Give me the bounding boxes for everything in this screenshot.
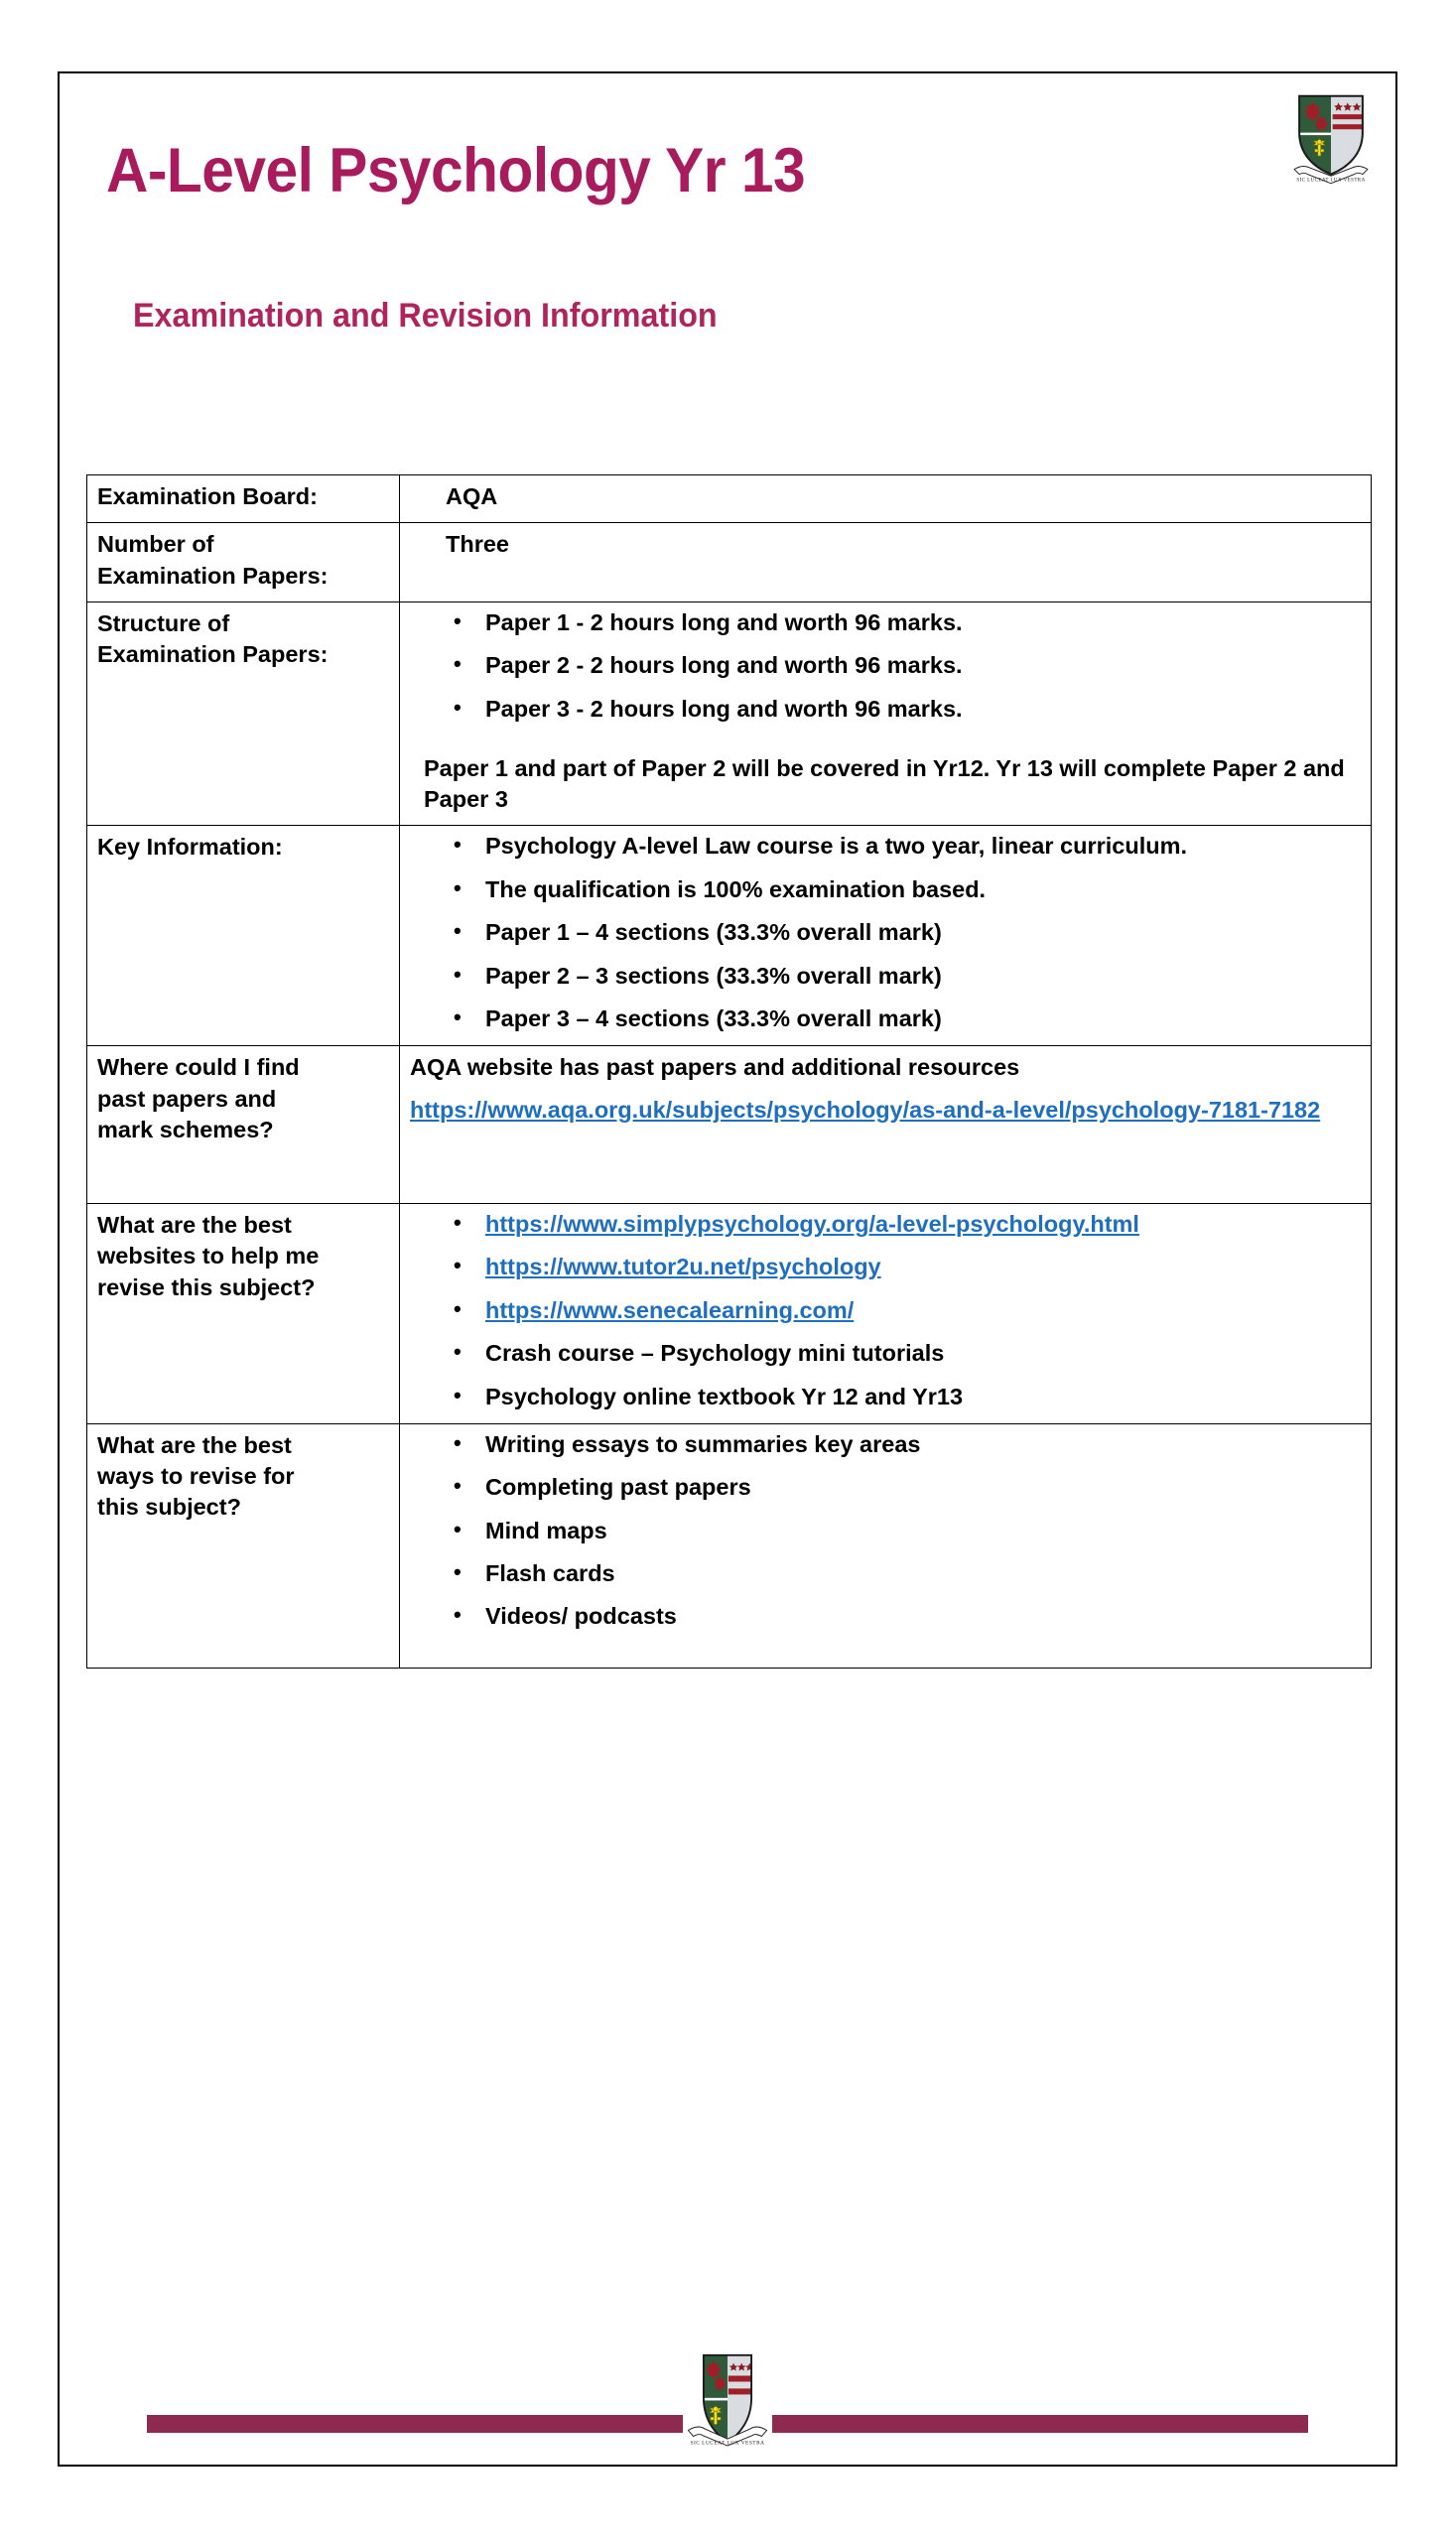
label-line: Number of bbox=[97, 531, 214, 558]
list-item: • Crash course – Psychology mini tutorials bbox=[485, 1339, 1363, 1368]
footer-bar-right bbox=[772, 2415, 1308, 2433]
exam-information-table bbox=[86, 474, 1372, 1669]
label-line: What are the best bbox=[97, 1212, 292, 1238]
bullet-list bbox=[424, 1210, 1363, 1411]
row-value-past-papers bbox=[400, 1046, 1372, 1204]
row-label-structure-of-papers bbox=[87, 602, 400, 826]
row-label-key-information bbox=[87, 826, 400, 1046]
list-item bbox=[485, 1210, 1363, 1239]
bullet-list bbox=[424, 832, 1363, 1033]
list-item: • Writing essays to summaries key areas bbox=[485, 1430, 1363, 1459]
svg-text:SIC LUCEAT LUX VESTRA: SIC LUCEAT LUX VESTRA bbox=[1296, 178, 1366, 184]
footer-school-crest-icon bbox=[685, 2348, 770, 2458]
aqa-past-papers-link[interactable]: https://www.aqa.org.uk/subjects/psychology/as-and-a-level/psychology-7181-7182 bbox=[410, 1096, 1321, 1123]
motto-text: SIC LUCEAT LUX VESTRA bbox=[690, 2440, 765, 2447]
tutor2u-link[interactable]: https://www.tutor2u.net/psychology bbox=[485, 1254, 881, 1280]
aqa-resources-text: AQA website has past papers and additional resources bbox=[410, 1054, 1020, 1081]
label-line: Examination Board: bbox=[97, 483, 318, 509]
page-title: A-Level Psychology Yr 13 bbox=[106, 136, 806, 205]
bullet-list bbox=[424, 1430, 1363, 1632]
label-line: ways to revise for bbox=[97, 1463, 295, 1490]
row-label-number-of-papers bbox=[87, 523, 400, 602]
list-item bbox=[485, 1296, 1363, 1325]
list-item: • The qualification is 100% examination based. bbox=[485, 875, 1363, 904]
row-value-structure-of-papers bbox=[400, 602, 1372, 826]
list-item: • Paper 2 - 2 hours long and worth 96 marks. bbox=[485, 651, 1363, 680]
row-label-past-papers bbox=[87, 1046, 400, 1204]
table-row bbox=[87, 1046, 1372, 1204]
table-row bbox=[87, 602, 1372, 826]
label-line: mark schemes? bbox=[97, 1116, 274, 1142]
table-row bbox=[87, 826, 1372, 1046]
school-crest-icon bbox=[1288, 89, 1374, 193]
value-text: AQA bbox=[446, 483, 498, 509]
list-item: • Completing past papers bbox=[485, 1473, 1363, 1502]
list-item: • Psychology online textbook Yr 12 and Yr13 bbox=[485, 1383, 1363, 1411]
page-border-frame bbox=[58, 71, 1397, 2467]
list-item: • Videos/ podcasts bbox=[485, 1602, 1363, 1631]
structure-note: Paper 1 and part of Paper 2 will be covered in Yr12. Yr 13 will complete Paper 2 and Paper 3 bbox=[424, 754, 1345, 813]
row-label-best-websites bbox=[87, 1204, 400, 1424]
list-item: • Paper 3 - 2 hours long and worth 96 marks. bbox=[485, 695, 1363, 724]
row-value-best-revision-ways bbox=[400, 1423, 1372, 1668]
table-row bbox=[87, 523, 1372, 602]
row-value-key-information bbox=[400, 826, 1372, 1046]
label-line: Key Information: bbox=[97, 834, 283, 861]
label-line: Where could I find bbox=[97, 1054, 300, 1081]
list-item: • Paper 3 – 4 sections (33.3% overall mark) bbox=[485, 1004, 1363, 1033]
list-item: • Paper 1 - 2 hours long and worth 96 marks. bbox=[485, 608, 1363, 637]
table-row bbox=[87, 475, 1372, 523]
senecalearning-link[interactable]: https://www.senecalearning.com/ bbox=[485, 1296, 855, 1323]
label-line: Examination Papers: bbox=[97, 562, 329, 589]
row-value-examination-board bbox=[400, 475, 1372, 523]
page-subtitle: Examination and Revision Information bbox=[133, 297, 718, 334]
label-line: this subject? bbox=[97, 1494, 241, 1521]
label-line: revise this subject? bbox=[97, 1273, 316, 1300]
bullet-list bbox=[424, 608, 1363, 724]
list-item: • Psychology A-level Law course is a two year, linear curriculum. bbox=[485, 832, 1363, 861]
label-line: What are the best bbox=[97, 1431, 292, 1458]
list-item: • Mind maps bbox=[485, 1517, 1363, 1545]
list-item: • Paper 2 – 3 sections (33.3% overall mark) bbox=[485, 962, 1363, 991]
row-label-examination-board bbox=[87, 475, 400, 523]
value-text: Three bbox=[446, 531, 509, 558]
list-item: • Paper 1 – 4 sections (33.3% overall mark) bbox=[485, 918, 1363, 947]
table-row bbox=[87, 1423, 1372, 1668]
footer-bar-left bbox=[147, 2415, 683, 2433]
row-value-number-of-papers bbox=[400, 523, 1372, 602]
simplypsychology-link[interactable]: https://www.simplypsychology.org/a-level-psychology.html bbox=[485, 1211, 1139, 1237]
label-line: websites to help me bbox=[97, 1243, 320, 1270]
row-label-best-revision-ways bbox=[87, 1423, 400, 1668]
list-item: • Flash cards bbox=[485, 1559, 1363, 1588]
label-line: past papers and bbox=[97, 1085, 277, 1112]
list-item bbox=[485, 1253, 1363, 1281]
table-row bbox=[87, 1204, 1372, 1424]
label-line: Examination Papers: bbox=[97, 641, 329, 667]
label-line: Structure of bbox=[97, 609, 230, 636]
row-value-best-websites bbox=[400, 1204, 1372, 1424]
